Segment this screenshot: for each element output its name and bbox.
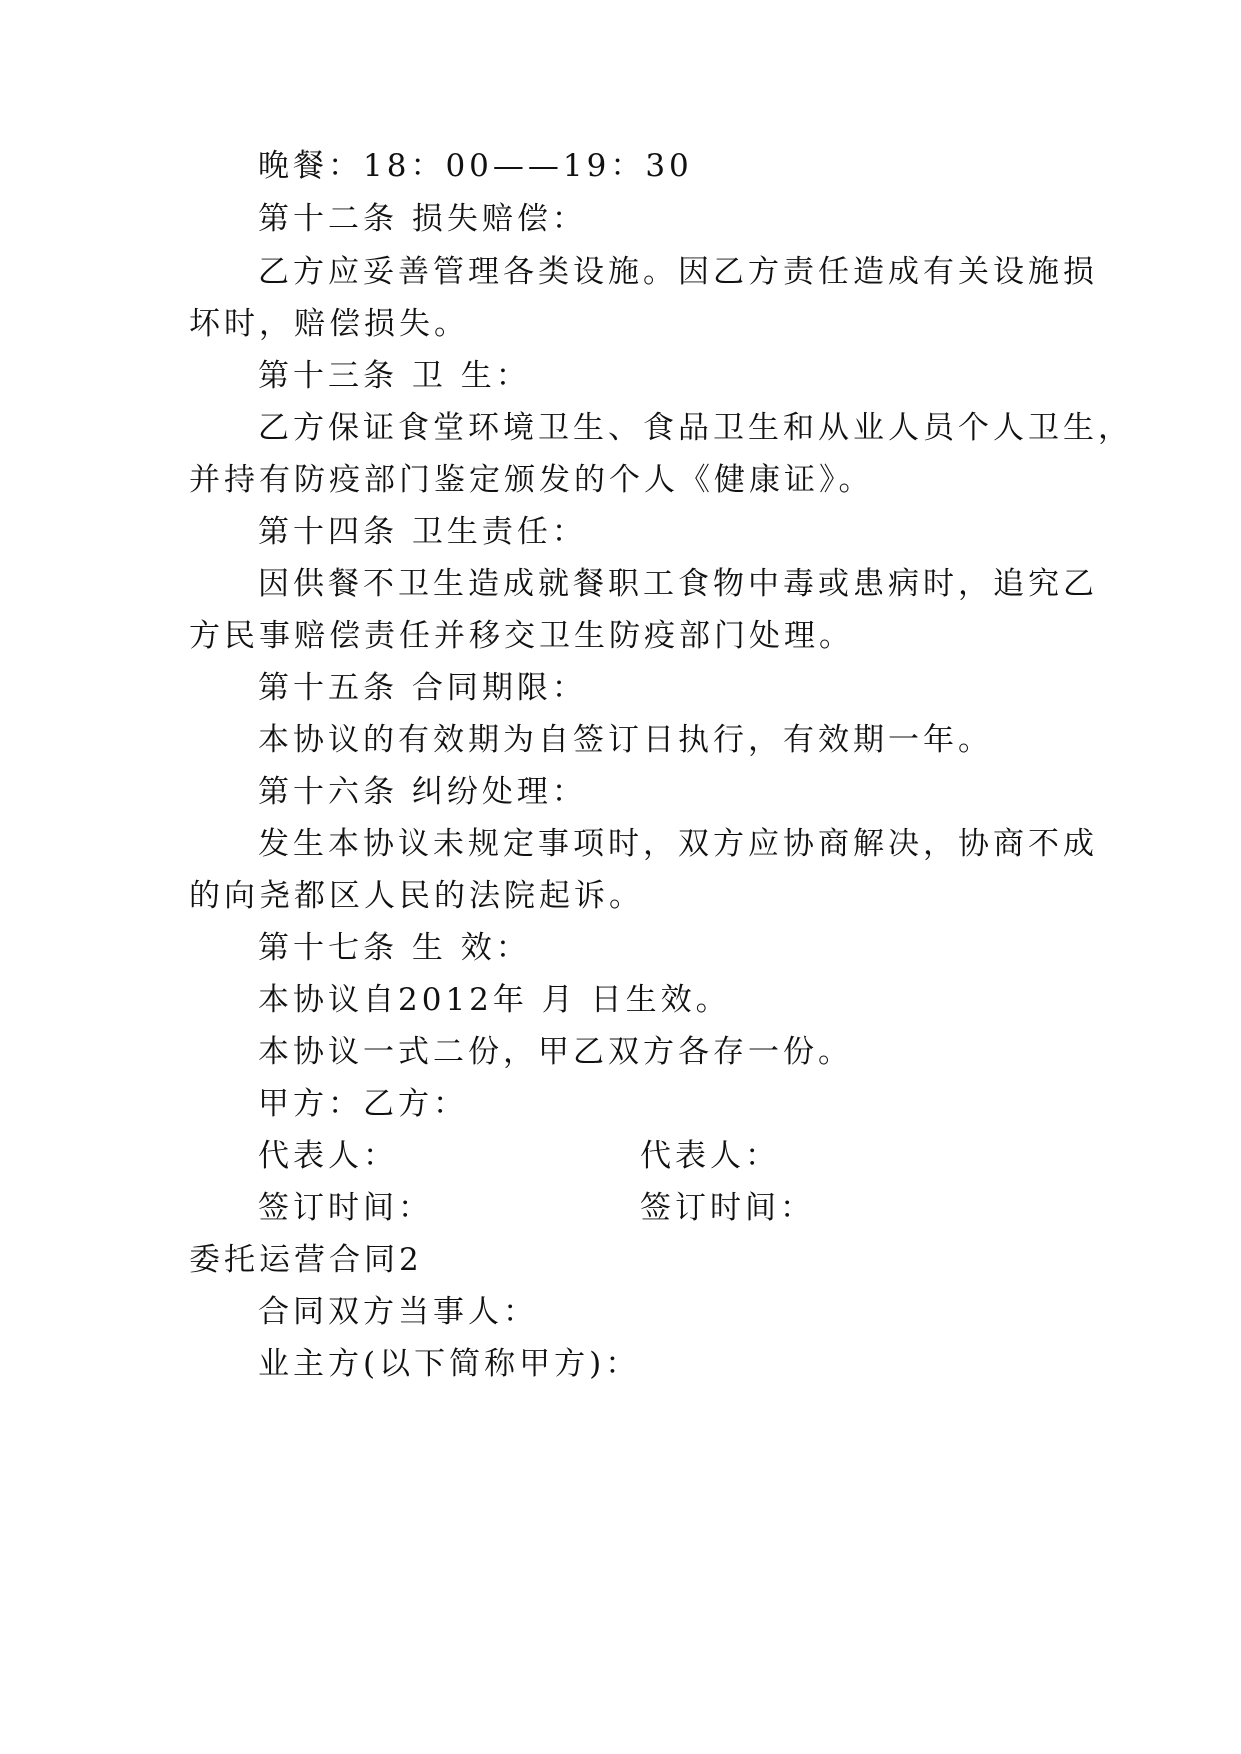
article-13-text-1: 乙方保证食堂环境卫生、食品卫生和从业人员个人卫生， xyxy=(258,410,1133,446)
article-16-text-1: 发生本协议未规定事项时，双方应协商解决，协商不成 xyxy=(258,826,1098,862)
article-16-text-2: 的向尧都区人民的法院起诉。 xyxy=(189,878,644,914)
article-13-heading: 第十三条 卫 生： xyxy=(258,358,531,394)
article-14-text-1: 因供餐不卫生造成就餐职工食物中毒或患病时，追究乙 xyxy=(258,566,1098,602)
parties-line: 甲方：乙方： xyxy=(258,1086,468,1122)
copies-line: 本协议一式二份，甲乙双方各存一份。 xyxy=(258,1034,853,1070)
owner-party-line: 业主方(以下简称甲方)： xyxy=(258,1346,641,1382)
text-line-dinner-time: 晚餐：18：00——19：30 xyxy=(258,148,693,184)
contract-parties-heading: 合同双方当事人： xyxy=(258,1294,538,1330)
article-15-heading: 第十五条 合同期限： xyxy=(258,670,587,706)
party-b-sign-date: 签订时间： xyxy=(640,1190,815,1226)
article-17-heading: 第十七条 生 效： xyxy=(258,930,531,966)
article-15-text: 本协议的有效期为自签订日执行，有效期一年。 xyxy=(258,722,993,758)
article-12-text-1: 乙方应妥善管理各类设施。因乙方责任造成有关设施损 xyxy=(258,254,1098,290)
article-14-text-2: 方民事赔偿责任并移交卫生防疫部门处理。 xyxy=(189,618,854,654)
article-12-heading: 第十二条 损失赔偿： xyxy=(258,201,587,237)
article-16-heading: 第十六条 纠纷处理： xyxy=(258,774,587,810)
effective-date-line: 本协议自2012年 月 日生效。 xyxy=(258,982,731,1018)
section-title: 委托运营合同2 xyxy=(189,1242,423,1278)
party-b-representative: 代表人： xyxy=(640,1138,780,1174)
article-14-heading: 第十四条 卫生责任： xyxy=(258,514,587,550)
article-12-text-2: 坏时，赔偿损失。 xyxy=(189,306,469,342)
party-a-representative: 代表人： xyxy=(258,1138,398,1174)
article-13-text-2: 并持有防疫部门鉴定颁发的个人《健康证》。 xyxy=(189,462,874,498)
party-a-sign-date: 签订时间： xyxy=(258,1190,433,1226)
